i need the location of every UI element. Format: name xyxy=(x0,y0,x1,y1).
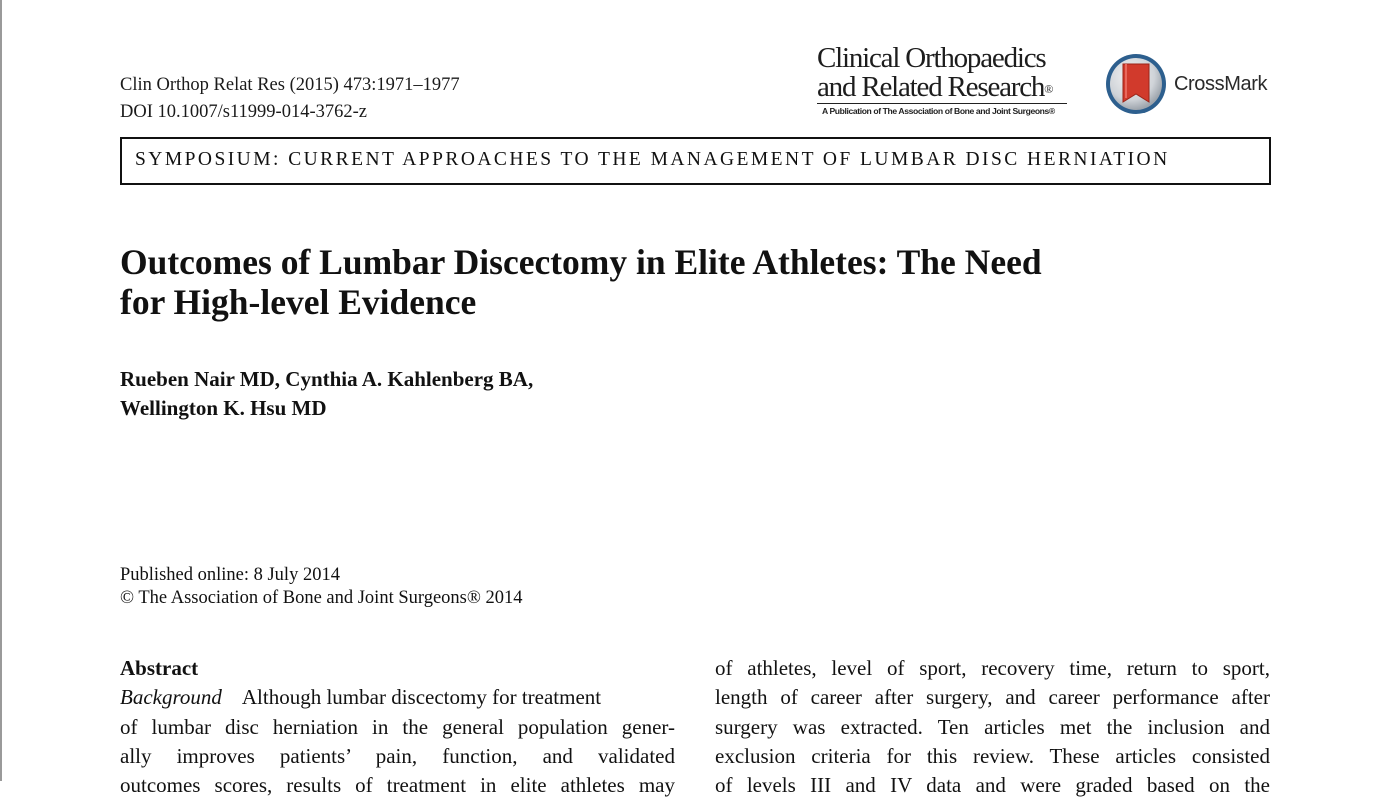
article-title-line2: for High-level Evidence xyxy=(120,282,477,322)
author-list xyxy=(120,365,533,423)
abstract-line: ally improves patients’ pain, function, and validated xyxy=(120,743,675,768)
abstract-heading: Abstract xyxy=(120,656,199,680)
article-title-line1: Outcomes of Lumbar Discectomy in Elite Athletes: The Need xyxy=(120,242,1042,282)
citation-doi-line: DOI 10.1007/s11999-014-3762-z xyxy=(120,102,367,122)
abstract-line: of lumbar disc herniation in the general population gener- xyxy=(120,714,675,739)
background-label: Background xyxy=(120,685,222,710)
copyright-notice: © The Association of Bone and Joint Surgeons® 2014 xyxy=(120,588,523,608)
journal-logo-line2 xyxy=(817,73,1067,104)
article-title xyxy=(120,242,1200,322)
abstract-left-column xyxy=(120,654,675,800)
journal-logo-tagline: A Publication of The Association of Bone and Joint Surgeons® xyxy=(822,106,1055,116)
symposium-banner xyxy=(120,137,1271,185)
authors-line1: Rueben Nair MD, Cynthia A. Kahlenberg BA, xyxy=(120,367,534,391)
abstract-line: length of career after surgery, and career performance after xyxy=(715,685,1270,710)
symposium-banner-text: SYMPOSIUM: CURRENT APPROACHES TO THE MANAGEMENT OF LUMBAR DISC HERNIATION xyxy=(135,149,1170,170)
journal-logo-line2-text: and Related Research xyxy=(817,71,1045,103)
abstract-right-column xyxy=(715,654,1270,800)
abstract-line: exclusion criteria for this review. These articles consisted xyxy=(715,743,1270,768)
journal-logo-line1: Clinical Orthopaedics xyxy=(817,42,1046,74)
crossmark-bookmark-icon xyxy=(1104,52,1168,116)
abstract-line-text: Although lumbar discectomy for treatment xyxy=(241,685,602,710)
journal-logo xyxy=(817,44,1072,116)
crossmark-label: CrossMark xyxy=(1174,73,1268,95)
published-date: Published online: 8 July 2014 xyxy=(120,565,340,585)
authors-line2: Wellington K. Hsu MD xyxy=(120,396,327,420)
abstract-line: of levels III and IV data and were graded based on the xyxy=(715,773,1270,798)
registered-mark: ® xyxy=(1044,82,1054,96)
citation xyxy=(120,72,460,126)
citation-journal-line: Clin Orthop Relat Res (2015) 473:1971–1977 xyxy=(120,75,460,95)
publication-info xyxy=(120,564,523,610)
abstract-line: outcomes scores, results of treatment in elite athletes may xyxy=(120,773,675,798)
abstract-line xyxy=(120,683,675,712)
abstract-line: surgery was extracted. Ten articles met the inclusion and xyxy=(715,714,1270,739)
abstract-line: of athletes, level of sport, recovery time, return to sport, xyxy=(715,656,1270,680)
page-left-edge xyxy=(0,0,2,781)
